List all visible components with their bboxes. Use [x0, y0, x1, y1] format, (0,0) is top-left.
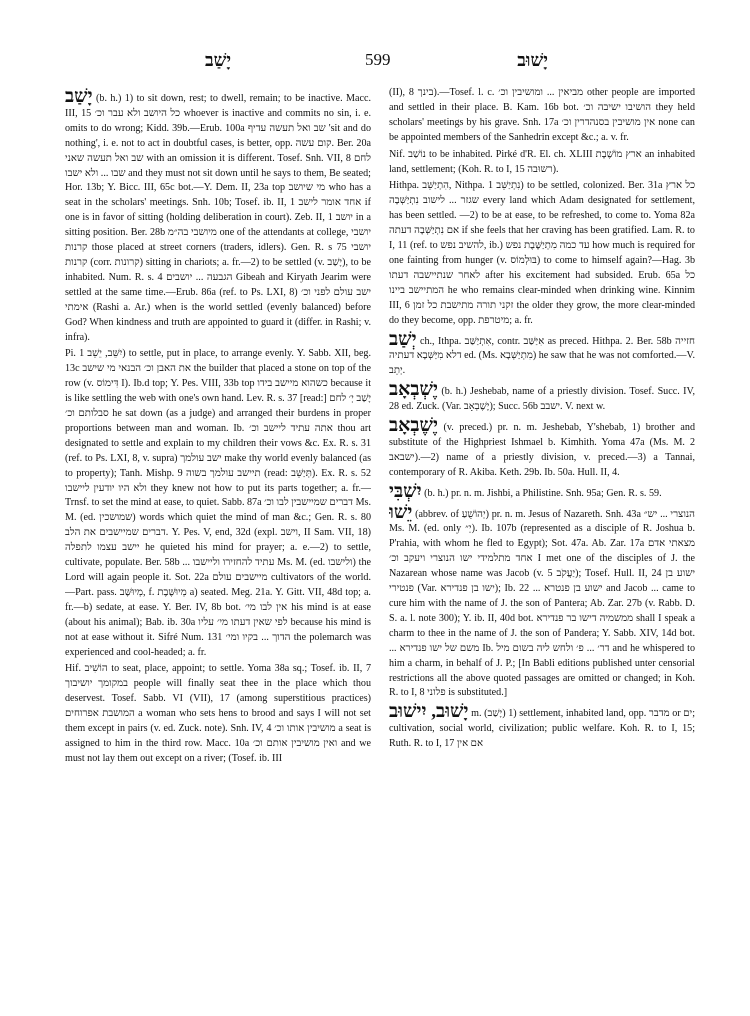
entry-text: (abbrev. of יְהוֹשֻׁעַ) pr. n. m. Jesus of Nazareth. Snh. 43a הנוצרי ... יש״ Ms. M. (ed. only יֵ״). Ib. 107b (represented as a disciple of R. Joshua b. P'rahia, with whom he fled to Egypt); Sot. 47a. Ab. Zar. 17a מצאתי אדם אחד מתלמידי ישו הנוצרי ויעקב וכ׳ I met one of the disciples of J. the Nazarean whose name was Jacob (v. יַעֲקֹב 5); Tosef. Hull. II, 24 ישוע בן פנטירי (Var. ישו בן פנדירא); Ib. 22 ... ישוע בן פנטרא and Jacob ... came to cure him with the name of J. the son of Pantera; Ab. Zar. 27b (v. Rabb. D. S. a. l. note 300); Y. ib. II, 40d bot. ממשמיה דישו בר פנדירא shall I speak a charm to thee in the name of J. the son of Pandera; Y. Sabb. XIV, 14d bot. ... משם של ישו פנדירא Ib. דר׳ ... פ׳ ולחש ליה בשום מיל and he whispered to him a charm, in behalf of J. P.; [In Babli editions published unter censorial restrictions all the above quoted passages are omitted or changed; in Koh. R. to I, 8 פלוני is substituted.]	[389, 508, 695, 699]
entry-headword: יְשַׁב	[389, 328, 417, 350]
entry-text: Hithpa. הִתְיַשֵּׁב, Nithpa. נִתְיַשֵּׁב 1) to be settled, colonized. Ber. 31a כל ארץ שגזר ... לישוב נִתְיַשְּׁבָה every land which Adam designated for settlement, has been settled. —2) to be at ease, to be refreshed, to come to. Yoma 82a אם נִתְיַשְּׁבָה דעתה if she feels that her craving has been gratified. Lam. R. to I, 11 (ref. to להשיב נפש, ib.) עד כמה מִתְיַשֶּׁבֶת נפש how much is required for one fainting from hunger (v. בּוּלְמוֹס) to come to himself again?—Hag. 3b לאחר שנתיישבה דעתו after his excitement had subsided. Erub. 65a כל המתיישב ביינו he who remains clear-minded when drinking wine. Kinnim III, 6 זקני תורה מתישבת כל זמן the older they grow, the more clear-minded do they become, opp. מיטרפת; a. fr.	[389, 180, 695, 326]
entry-headword: יָשַׁב	[65, 86, 93, 107]
entry-text: (b. h.) Jeshebab, name of a priestly division. Tosef. Succ. IV, 28 ed. Zuck. (Var. יֶשֶׁבְאָב); Succ. 56b ישבב. V. next w.	[389, 386, 695, 413]
entry-text: Nif. נוֹשַׁב to be inhabited. Pirké d'R. El. ch. XLIII ארץ מוֹשֶׁבֶת an inhabited land, settlement; (Koh. R. to I, 15 רשוּבה).	[389, 148, 695, 175]
entry-headword: יֵשׁוּ	[389, 501, 413, 523]
header-right-guide-word: יָשׁוּב	[517, 50, 548, 70]
dictionary-entry	[389, 480, 695, 502]
entry-text: (b. h.) 1) to sit down, rest; to dwell, remain; to be inactive. Macc. III, 15 כל היושב ולא עבר וכ׳ whoever is inactive and commits no sin, i. e. omits to do wrong; Kidd. 39b.—Erub. 100a שב ואל תעשה עדיף 'sit and do nothing', i. e. not to act in doubtful cases, is better, opp. קום עשה. Ber. 20a שב ואל תעשה שאני with an omission it is different. Tosef. Snh. VII, 8 לחם שבו ... ולא ישבו and they must not sit down until he says to them, Be seated; Hor. 13b; Y. Bicc. III, 65c bot.—Y. Dem. II, 23a top מי שיושב who has a seat in the scholars' meetings. Snh. 10b; Tosef. ib. II, 1 אחד אומר לישב if one is in favor of sitting (holding deliberation in court). Zeb. II, 1 יושב in a sitting position. Ber. 28b מיושבי בה״מ one of the attendants at college, יושבי קרנות those placed at street corners (traders, idlers). Gen. R. s 75 יושבי קרנות (corr. קרונות) sitting in chariots; a. fr.—2) to be settled (v. יָשַׁב), to be inhabited. Num. R. s. 4 הגבעה ... יושבים Gibeah and Kiryath Jearim were settled at the same time.—Erub. 86a (ref. to Ps. LXI, 8) ישב עולם לפני וכ׳ אימתי (Rashi a. Ar.) when is the world settled (evenly balanced) before God? When kindness and truth are appointed to guard it (differ. in Rashi; v. infra).	[65, 93, 371, 343]
entry-headword: יֶשְׁבְאָב	[389, 379, 438, 401]
entry-paragraph	[65, 347, 371, 660]
dictionary-entry	[389, 379, 695, 415]
dictionary-entry	[389, 415, 695, 481]
page-header	[65, 50, 688, 78]
text-columns	[65, 86, 695, 1011]
dictionary-entry	[389, 501, 695, 702]
entry-text: Pi. יִשֵּׁב, יֵשֵׁב 1) to settle, put in place, to arrange evenly. Y. Sabb. XII, beg. 13c את האבן וכ׳ הבנאי מי שישב the builder that placed a stone on top of the row (v. דִּימוֹס I). Ib.d top; Y. Pes. VIII, 33b top כשהוא מיישב בידו because it is like settling the web with one's own hand. Lev. R. s. 37 [read:] יָשַׁב יְ׳ לחם סבלותם וכ׳ he sat down (as a judge) and arranged their burdens in proper proportions between man and woman. Ib. אתה עתיד ליישב וכ׳ thou art designated to settle and explain to my children their vows &c. Ex. R. s. 31 (ref. to Ps. LXI, 8, v. supra) ישב עולמך make thy world evenly balanced (as to property); Tanh. Mishp. 9 תיישב עולמך בשוה (read: תְּיַשֵּׁב). Ex. R. s. 52 ולא היו יודעין ליישבו they knew not how to put its parts together; a. fr.—Trnsf. to set the mind at ease, to quiet. Sabb. 87a דברים שמיישבין לבו וכ׳ Ms. M. (ed. שמושכין) words which quiet the mind of man &c.; Gen. R. s. 80 דברים שמיישבים את הלב. Y. Pes. V, end, 32d (expl. וישב, II Sam. VII, 18) יישב עצמו לתפלה he quieted his mind for prayer; a. e.—2) to settle, cultivate, populate. Ber. 58b ... עתיד להחזירו וליישבו Ms. M. (ed. ולישבו) the Lord will again people it. Sot. 22a מיישבים עולם cultivators of the world. —Part. pass. מְיוּשָּׁב, f. מְיוּשֶּׁבֶת a) seated. Meg. 21a. Y. Gitt. VII, 48d top; a. fr.—b) sedate, at ease. Y. Ber. IV, 8b bot. אין לבו מי׳ his mind is at ease (about his animal); Bab. ib. 30a לפי שאין דעתו מי׳ עליו because his mind is not at ease without it. Sifré Num. 131 הדוך ... בקיו ומי׳ the polemarch was experienced and cool-headed; a. fr.	[65, 348, 371, 658]
right-column	[389, 86, 695, 1006]
entry-text: ch., Ithpa. אִתְיַשַּׁב, contr. אִיַּשַּׁב as preced. Hithpa. 2. Ber. 58b חזייה דלא מִיַּשְּׁבָא דעתיה ed. (Ms. מִתְיַשְּׁבָא) he saw that he was not comforted.—V. יְתֵב.	[389, 335, 695, 377]
entry-headword: יֶשֶׁבְאָב	[389, 415, 438, 437]
entry-text: (b. h.) pr. n. m. Jishbi, a Philistine. Snh. 95a; Gen. R. s. 59.	[424, 487, 662, 499]
entry-text: (II), 8 בינך).—Tosef. l. c. מביאין ... ומושיבין וכ׳ other people are imported and settled in their place. B. Kam. 16b bot. הושיבו ישיבה וכ׳ they held scholars' meetings by his grave. Snh. 17a אין מושיבין בסנהדרין וכ׳ none can be appointed members of the Sanhedrin except &c.; a. v. fr.	[389, 87, 695, 143]
header-left-guide-word: יָשַׁב	[205, 50, 232, 70]
entry-paragraph	[389, 179, 695, 328]
dictionary-entry	[389, 701, 695, 752]
dictionary-entry	[389, 328, 695, 380]
dictionary-entry	[65, 86, 371, 345]
entry-paragraph	[389, 148, 695, 178]
entry-headword: יִשְׁבִּי	[389, 480, 422, 502]
entry-text: m. (יָשַׁב) 1) settlement, inhabited land, opp. מדבר or ים; cultivation, social world, civilization; public welfare. Koh. R. to I, 15; Ruth. R. to I, 17 אם אין	[389, 708, 695, 750]
entry-paragraph	[65, 662, 371, 766]
entry-paragraph	[389, 86, 695, 146]
entry-headword: יָשׁוּב, יִישׁוּב	[389, 701, 469, 723]
entry-text: Hif. הוֹשִׁיב to seat, place, appoint; to settle. Yoma 38a sq.; Tosef. ib. II, 7 במקומך יושיבוך people will finally seat thee in the place which thou deservest. Tosef. Sabb. VI (VII), 17 (among superstitious practices) המושבת אפרוחים a woman who sets hens to brood and says I will not set them except in pairs (v. ed. Zuck. note). Snh. IV, 4 מושיבין אותו וכ׳ a seat is assigned to him in the third row. Macc. 10a ואין מושיבין אותם וכ׳ and we must not lay them out except on a river; (Tosef. ib. III	[65, 663, 371, 764]
page-number: 599	[365, 50, 391, 69]
entry-text: (v. preced.) pr. n. m. Jeshebab, Y'shebab, 1) brother and substitute of the Highpriest Ishmael b. Kimhith. Yoma 47a (Ms. M. 2 ישבאב).—2) name of a priestly division, v. preced.—3) a Tannai, contemporary of R. Akiba. Keth. 29b. Ib. 50a. Hull. II, 4.	[389, 422, 695, 478]
left-column	[65, 86, 371, 1006]
